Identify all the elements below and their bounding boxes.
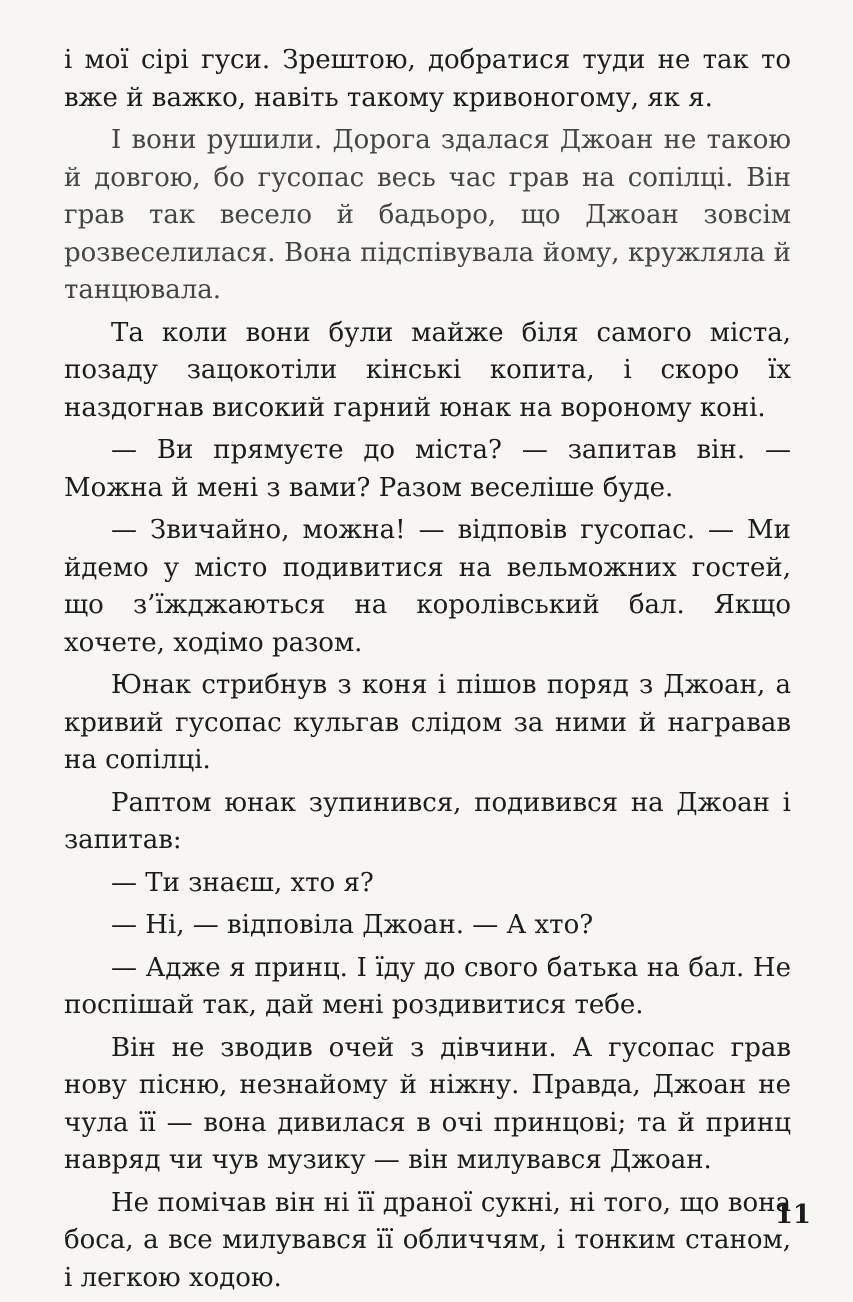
- paragraph-admiring: Не помічав він ні її драної сукні, ні того, що вона боса, а все милувався її обличчям, і тонким станом, і легкою ходою.: [64, 1187, 791, 1293]
- paragraph-new-song: Він не зводив очей з дівчини. А гусопас грав нову пісню, незнайому й ніжну. Правда, Джоан не чула її — вона дивилася в очі принцові; та й принц навряд чи чув музику — він милувався Джоан.: [64, 1032, 791, 1175]
- paragraph-rider-arrives: Та коли вони були майже біля самого міста, позаду зацокотіли кінські копита, і скоро їх наздогнав високий гарний юнак на вороному коні.: [64, 317, 791, 423]
- paragraph-continuation: і мої сірі гуси. Зрештою, добратися туди не так то вже й важко, навіть такому кривоногому, як я.: [64, 45, 791, 113]
- book-page-text: [64, 42, 791, 1302]
- paragraph-who-answer: — Ні, — відповіла Джоан. — А хто?: [111, 910, 594, 940]
- paragraph-walking-together: Юнак стрибнув з коня і пішов поряд з Джоан, а кривий гусопас кульгав слідом за ними й награвав на сопілці.: [64, 670, 791, 775]
- paragraph-journey: І вони рушили. Дорога здалася Джоан не такою й довгою, бо гусопас весь час грав на сопілці. Він грав так весело й бадьоро, що Джоан зовсім розвеселилася. Вона підспівувала йому, кружляла й танцювала.: [64, 125, 791, 305]
- paragraph-youth-stops: Раптом юнак зупинився, подивився на Джоан і запитав:: [64, 787, 791, 855]
- page-number: 11: [774, 1200, 811, 1230]
- paragraph-dialogue-question: — Ви прямуєте до міста? — запитав він. — Можна й мені з вами? Разом веселіше буде.: [64, 435, 791, 503]
- paragraph-prince-reveal: — Адже я принц. І їду до свого батька на бал. Не поспішай так, дай мені роздивитися тебе.: [64, 952, 791, 1020]
- paragraph-who-am-i: — Ти знаєш, хто я?: [111, 867, 374, 898]
- paragraph-dialogue-answer: — Звичайно, можна! — відповів гусопас. — Ми йдемо у місто подивитися на вельможних гостей, що з’їжджаються на королівський бал. Якщо хочете, ходімо разом.: [64, 515, 791, 658]
